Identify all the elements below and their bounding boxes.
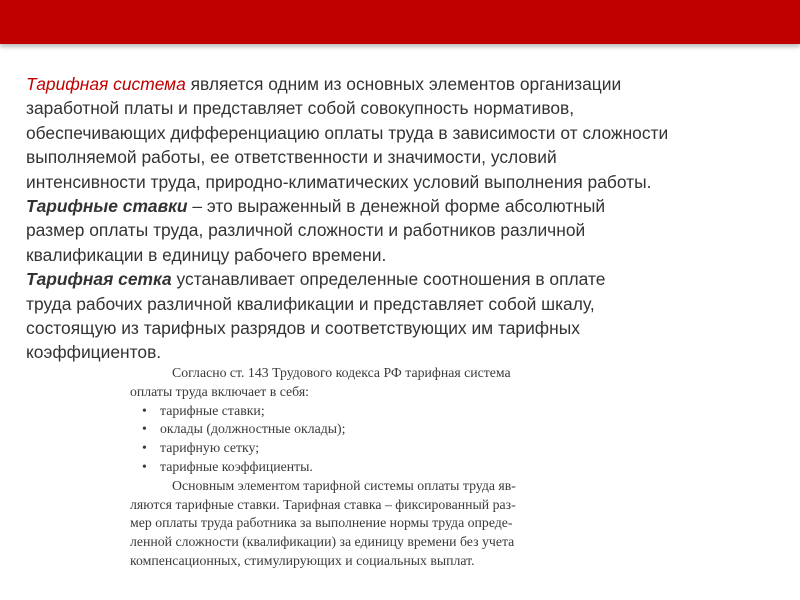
scan-line: ленной сложности (квалификации) за единицу времени без учета	[130, 534, 515, 550]
term-tariff-system: Тарифная система	[26, 74, 186, 94]
scanned-excerpt	[130, 364, 620, 570]
bullet-icon: •	[142, 458, 147, 474]
text-line: квалификации в единицу рабочего времени.	[26, 244, 387, 265]
text-line: выполняемой работы, ее ответственности и значимости, условий	[26, 147, 557, 168]
scan-line: Основным элементом тарифной системы оплаты труда яв-	[172, 477, 516, 493]
text-line: – это выраженный в денежной форме абсолютный	[187, 196, 606, 217]
text-line: труда рабочих различной квалификации и представляет собой шкалу,	[26, 293, 595, 314]
scan-line: ляются тарифные ставки. Тарифная ставка – фиксированный раз-	[130, 496, 516, 512]
text-line: коэффициентов.	[26, 342, 162, 363]
bullet-text: тарифные ставки;	[160, 402, 265, 418]
bullet-text: тарифную сетку;	[160, 440, 260, 456]
bullet-icon: •	[142, 421, 147, 437]
bullet-item	[130, 458, 620, 477]
bullet-text: оклады (должностные оклады);	[160, 421, 346, 437]
bullet-item	[130, 439, 620, 458]
term-tariff-rates: Тарифные ставки	[26, 196, 188, 217]
text-line: размер оплаты труда, различной сложности и работников различной	[26, 220, 586, 241]
bullet-icon: •	[142, 440, 147, 456]
paragraph-tariff-rates	[26, 194, 786, 267]
scan-line: оплаты труда включает в себя:	[130, 383, 310, 399]
text-line: заработной платы и представляет собой совокупность нормативов,	[26, 98, 575, 119]
text-line: интенсивности труда, природно-климатических условий выполнения работы.	[26, 171, 652, 192]
main-text	[26, 72, 786, 365]
text-line: является одним из основных элементов организации	[185, 74, 622, 94]
scan-line: компенсационных, стимулирующих и социальных выплат.	[130, 552, 475, 568]
scan-line: Согласно ст. 143 Трудового кодекса РФ тарифная система	[172, 365, 511, 380]
bullet-item	[130, 402, 620, 421]
scan-line: мер оплаты труда работника за выполнение нормы труда опреде-	[130, 515, 513, 531]
text-line: обеспечивающих дифференциацию оплаты труда в зависимости от сложности	[26, 122, 669, 143]
bullet-item	[130, 420, 620, 439]
paragraph-tariff-grid	[26, 267, 786, 365]
header-bar	[0, 0, 800, 44]
paragraph-tariff-system	[26, 72, 786, 194]
bullet-text: тарифные коэффициенты.	[160, 458, 313, 474]
bullet-icon: •	[142, 402, 147, 418]
text-line: устанавливает определенные соотношения в оплате	[171, 269, 606, 290]
text-line: состоящую из тарифных разрядов и соответствующих им тарифных	[26, 318, 580, 339]
term-tariff-grid: Тарифная сетка	[26, 269, 172, 290]
